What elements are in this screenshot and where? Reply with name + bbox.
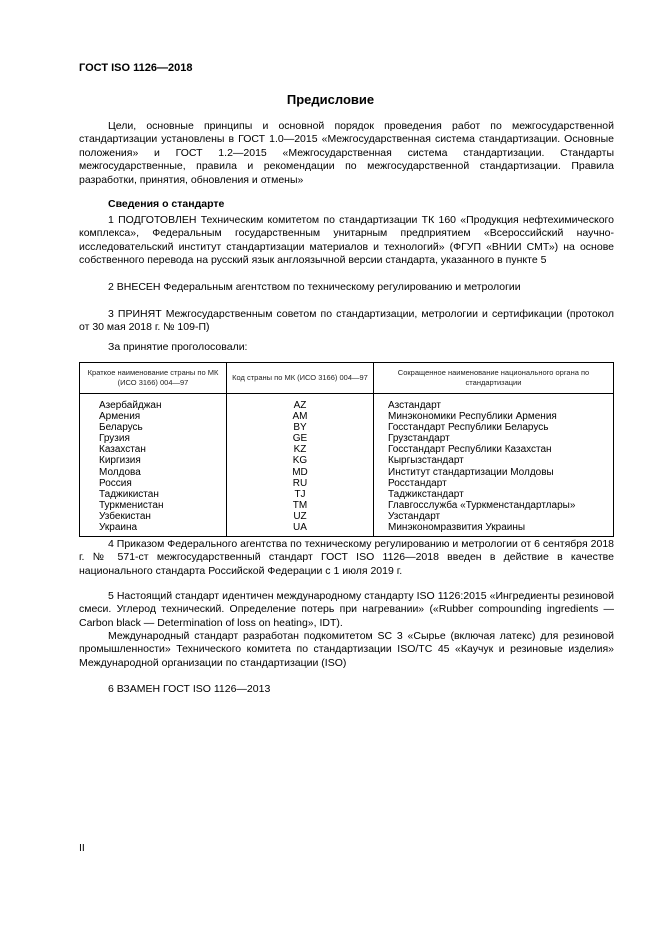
standards-body-cell: Минэкономики Республики Армения bbox=[374, 411, 614, 422]
intro-paragraph: Цели, основные принципы и основной порядок проведения работ по межгосударственной стандартизации установлены в ГОСТ 1.0—2015 «Межгосударственная система стандартизации. Основные положения» и ГОСТ 1.2—2015 «Межгосударственная система стандартизации. Стандарты межгосударственные, правила и рекомендации по межгосударственной стандартизации. Правила разработки, принятия, обновления и отмены» bbox=[79, 120, 614, 186]
standards-body-cell: Госстандарт Республики Казахстан bbox=[374, 444, 614, 455]
standards-body-cell: Институт стандартизации Молдовы bbox=[374, 467, 614, 478]
standards-body-cell: Госстандарт Республики Беларусь bbox=[374, 422, 614, 433]
table-row bbox=[80, 467, 614, 478]
table-row bbox=[80, 478, 614, 489]
table-header-row bbox=[80, 363, 614, 394]
table-row bbox=[80, 511, 614, 522]
country-cell: Таджикистан bbox=[80, 489, 227, 500]
country-code-cell: KZ bbox=[227, 444, 374, 455]
table-row bbox=[80, 500, 614, 511]
table-row bbox=[80, 455, 614, 466]
country-cell: Узбекистан bbox=[80, 511, 227, 522]
column-header-body: Сокращенное наименование национального органа по стандартизации bbox=[374, 363, 614, 394]
country-cell: Армения bbox=[80, 411, 227, 422]
item-5-continuation: Международный стандарт разработан подкомитетом SC 3 «Сырье (включая латекс) для резиновой промышленности» Технического комитета по стандартизации ISO/TC 45 «Каучук и резиновые изделия» Международной организации по стандартизации (ISO) bbox=[79, 630, 614, 669]
standards-body-cell: Росстандарт bbox=[374, 478, 614, 489]
standards-body-cell: Кыргызстандарт bbox=[374, 455, 614, 466]
country-code-cell: RU bbox=[227, 478, 374, 489]
country-code-cell: TJ bbox=[227, 489, 374, 500]
country-code-cell: BY bbox=[227, 422, 374, 433]
country-code-cell: AM bbox=[227, 411, 374, 422]
item-5-paragraph: 5 Настоящий стандарт идентичен международному стандарту ISO 1126:2015 «Ингредиенты резиновой смеси. Углерод технический. Определение потерь при нагревании» («Rubber compounding ingredients — Carbon black — Determination of loss on heating», IDT). bbox=[79, 590, 614, 629]
standards-body-cell: Грузстандарт bbox=[374, 433, 614, 444]
item-1-paragraph: 1 ПОДГОТОВЛЕН Техническим комитетом по стандартизации ТК 160 «Продукция нефтехимического комплекса», Федеральным государственным унитарным предприятием «Всероссийский научно-исследовательский институт стандартизации материалов и технологий» (ФГУП «ВНИИ СМТ») на основе собственного перевода на русский язык англоязычной версии стандарта, указанного в пункте 5 bbox=[79, 214, 614, 267]
table-row bbox=[80, 394, 614, 412]
standards-body-cell: Главгосслужба «Туркменстандартлары» bbox=[374, 500, 614, 511]
table-row bbox=[80, 422, 614, 433]
country-code-cell: AZ bbox=[227, 394, 374, 412]
item-4-paragraph: 4 Приказом Федерального агентства по техническому регулированию и метрологии от 6 сентября 2018 г. № 571-ст межгосударственный стандарт ГОСТ ISO 1126—2018 введен в действие в качестве национального стандарта Российской Федерации с 1 июля 2019 г. bbox=[79, 538, 614, 577]
table-row bbox=[80, 411, 614, 422]
page-title: Предисловие bbox=[286, 92, 375, 107]
country-cell: Туркменистан bbox=[80, 500, 227, 511]
table-row bbox=[80, 489, 614, 500]
standards-body-cell: Узстандарт bbox=[374, 511, 614, 522]
standards-body-cell: Таджикстандарт bbox=[374, 489, 614, 500]
item-3-paragraph: 3 ПРИНЯТ Межгосударственным советом по стандартизации, метрологии и сертификации (протокол от 30 мая 2018 г. № 109-П) bbox=[79, 308, 614, 334]
country-cell: Киргизия bbox=[80, 455, 227, 466]
column-header-code: Код страны по МК (ИСО 3166) 004—97 bbox=[227, 363, 374, 394]
country-code-cell: MD bbox=[227, 467, 374, 478]
vote-label: За принятие проголосовали: bbox=[108, 341, 248, 353]
document-header: ГОСТ ISO 1126—2018 bbox=[79, 62, 193, 74]
page-number: II bbox=[79, 842, 85, 854]
country-cell: Украина bbox=[80, 522, 227, 537]
country-code-cell: KG bbox=[227, 455, 374, 466]
column-header-country: Краткое наименование страны по МК (ИСО 3166) 004—97 bbox=[80, 363, 227, 394]
country-cell: Беларусь bbox=[80, 422, 227, 433]
table-row bbox=[80, 444, 614, 455]
country-cell: Грузия bbox=[80, 433, 227, 444]
item-6-paragraph: 6 ВЗАМЕН ГОСТ ISO 1126—2013 bbox=[108, 683, 271, 695]
standards-body-cell: Минэкономразвития Украины bbox=[374, 522, 614, 537]
country-cell: Молдова bbox=[80, 467, 227, 478]
item-2-paragraph: 2 ВНЕСЕН Федеральным агентством по техническому регулированию и метрологии bbox=[108, 281, 521, 293]
country-cell: Казахстан bbox=[80, 444, 227, 455]
country-code-cell: UA bbox=[227, 522, 374, 537]
section-title: Сведения о стандарте bbox=[108, 198, 225, 210]
standards-body-cell: Азстандарт bbox=[374, 394, 614, 412]
country-cell: Азербайджан bbox=[80, 394, 227, 412]
voting-table bbox=[79, 362, 614, 537]
country-code-cell: GE bbox=[227, 433, 374, 444]
table-row bbox=[80, 433, 614, 444]
country-code-cell: TM bbox=[227, 500, 374, 511]
country-cell: Россия bbox=[80, 478, 227, 489]
country-code-cell: UZ bbox=[227, 511, 374, 522]
table-row bbox=[80, 522, 614, 537]
